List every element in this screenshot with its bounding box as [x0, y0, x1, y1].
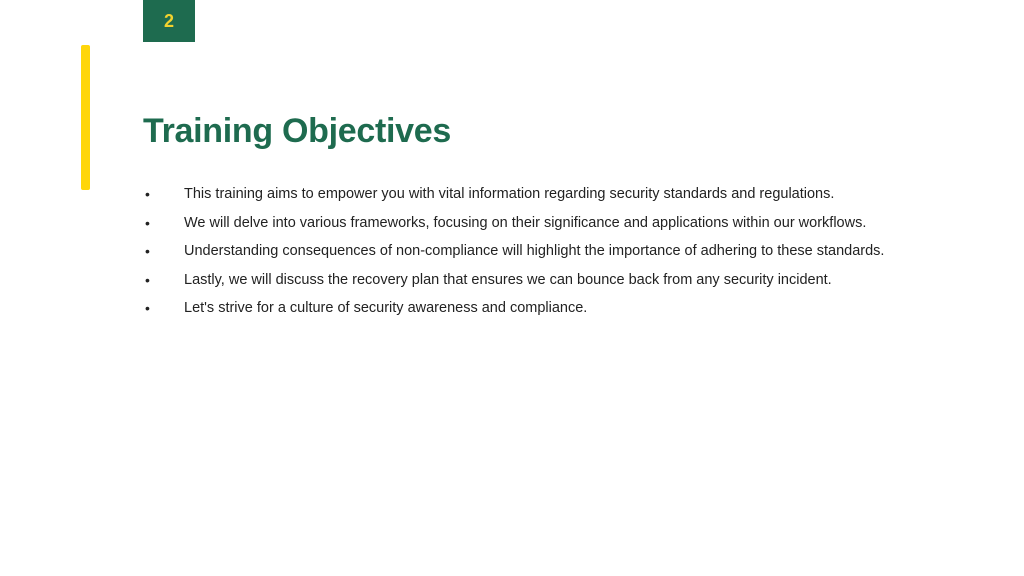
- bullet-icon: •: [145, 214, 150, 231]
- list-item: [143, 237, 944, 266]
- list-item-text: We will delve into various frameworks, focusing on their significance and applications within our workflows.: [184, 214, 867, 231]
- slide-title: Training Objectives: [143, 112, 451, 150]
- page-number-badge: [143, 0, 195, 42]
- bullet-icon: •: [145, 186, 150, 202]
- list-item: [143, 209, 944, 238]
- bullet-icon: •: [145, 300, 150, 316]
- list-item-text: Let's strive for a culture of security awareness and compliance.: [184, 300, 588, 316]
- list-item: [143, 266, 944, 295]
- list-item: [143, 180, 944, 209]
- accent-bar: [81, 45, 90, 190]
- list-item-text: This training aims to empower you with vital information regarding security standards and regulations.: [184, 186, 835, 202]
- bullet-icon: •: [145, 271, 150, 288]
- list-item: [143, 294, 944, 323]
- list-item-text: Lastly, we will discuss the recovery plan that ensures we can bounce back from any security incident.: [184, 271, 832, 288]
- objectives-list: [143, 180, 944, 323]
- list-item-text: Understanding consequences of non-compliance will highlight the importance of adhering to these standards.: [184, 243, 885, 259]
- page-number: 2: [163, 10, 174, 31]
- bullet-icon: •: [145, 243, 150, 259]
